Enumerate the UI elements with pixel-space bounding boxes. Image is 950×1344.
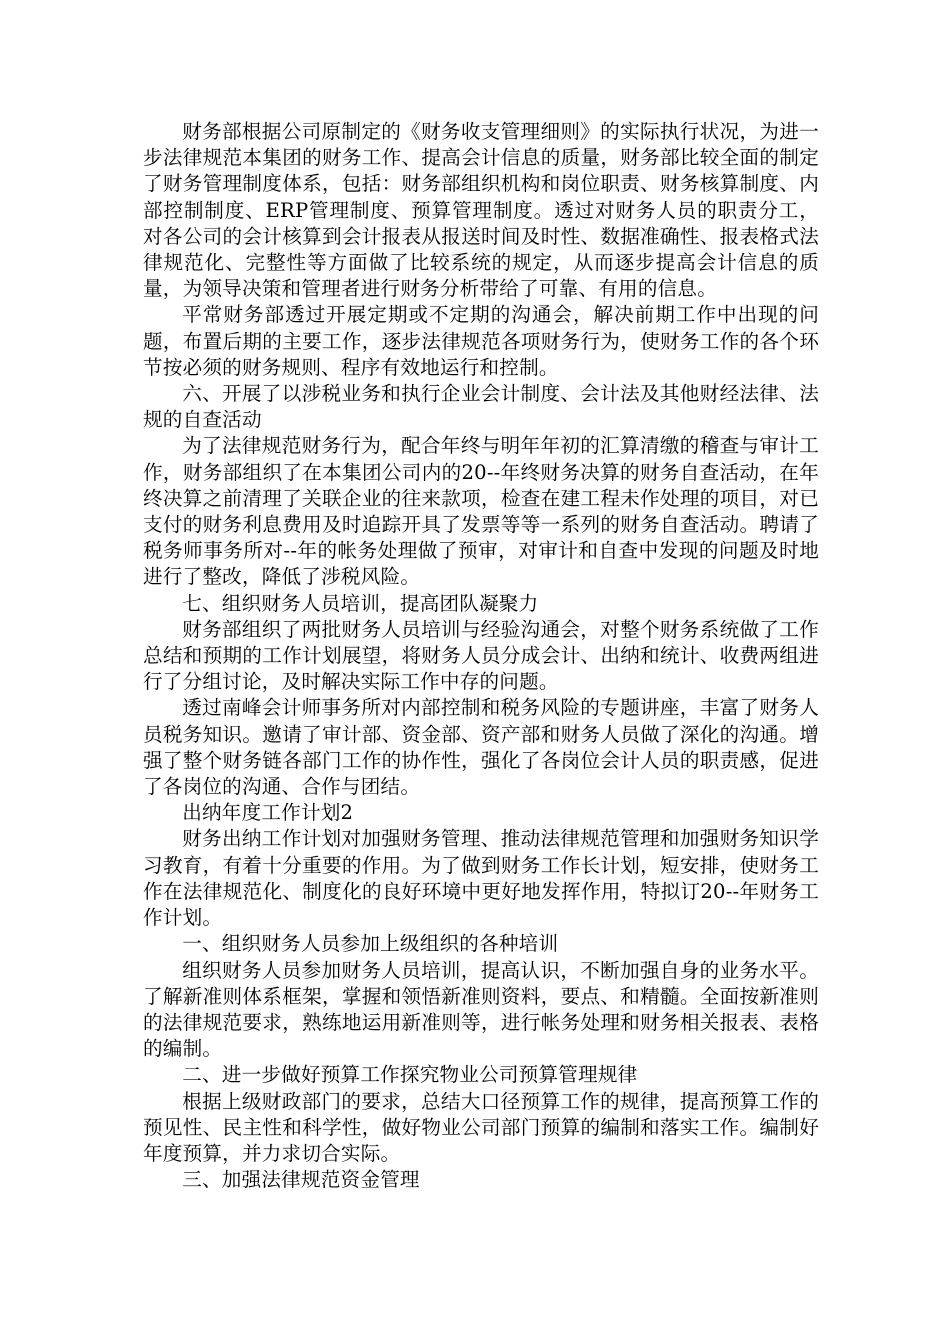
- heading-plan-2: 出纳年度工作计划2: [182, 801, 354, 825]
- heading-item-three: 三、加强法律规范资金管理: [182, 1168, 420, 1192]
- heading-item-two: 二、进一步做好预算工作探究物业公司预算管理规律: [182, 1063, 638, 1087]
- paragraph-self-inspection: 为了法律规范财务行为，配合年终与明年年初的汇算清缴的稽查与审计工作，财务部组织了在本集团公司内的20--年终财务决算的财务自查活动，在年终决算之前清理了关联企业的往来款项，检查在建工程未作处理的项目，对已支付的财务利息费用及时追踪开具了发票等等一系列的财务自查活动。聘请了税务师事务所对--年的帐务处理做了预审，对审计和自查中发现的问题及时地进行了整改，降低了涉税风险。: [143, 434, 819, 589]
- heading-section-six: 六、开展了以涉税业务和执行企业会计制度、会计法及其他财经法律、法规的自查活动: [143, 382, 819, 432]
- paragraph-financial-rules: 财务部根据公司原制定的《财务收支管理细则》的实际执行状况，为进一步法律规范本集团的财务工作、提高会计信息的质量，财务部比较全面的制定了财务管理制度体系，包括：财务部组织机构和岗位职责、财务核算制度、内部控制制度、ERP管理制度、预算管理制度。透过对财务人员的职责分工，对各公司的会计核算到会计报表从报送时间及时性、数据准确性、报表格式法律规范化、完整性等方面做了比较系统的规定，从而逐步提高会计信息的质量，为领导决策和管理者进行财务分析带给了可靠、有用的信息。: [143, 120, 819, 301]
- paragraph-lectures: 透过南峰会计师事务所对内部控制和税务风险的专题讲座，丰富了财务人员税务知识。邀请了审计部、资金部、资产部和财务人员做了深化的沟通。增强了整个财务链各部门工作的协作性，强化了各岗位会计人员的职责感，促进了各岗位的沟通、合作与团结。: [143, 696, 819, 799]
- paragraph-item-two: 根据上级财政部门的要求，总结大口径预算工作的规律，提高预算工作的预见性、民主性和科学性，做好物业公司部门预算的编制和落实工作。编制好年度预算，并力求切合实际。: [143, 1089, 819, 1165]
- paragraph-staff-training: 财务部组织了两批财务人员培训与经验沟通会，对整个财务系统做了工作总结和预期的工作计划展望，将财务人员分成会计、出纳和统计、收费两组进行了分组讨论，及时解决实际工作中存的问题。: [143, 617, 819, 694]
- paragraph-item-one: 组织财务人员参加财务人员培训，提高认识，不断加强自身的业务水平。了解新准则体系框架，掌握和领悟新准则资料，要点、和精髓。全面按新准则的法律规范要求，熟练地运用新准则等，进行帐务处理和财务相关报表、表格的编制。: [143, 958, 819, 1061]
- heading-item-one: 一、组织财务人员参加上级组织的各种培训: [182, 932, 559, 956]
- document-body: [143, 119, 819, 1193]
- heading-section-seven: 七、组织财务人员培训，提高团队凝聚力: [182, 591, 539, 615]
- paragraph-communication-meetings: 平常财务部透过开展定期或不定期的沟通会，解决前期工作中出现的问题，布置后期的主要工作，逐步法律规范各项财务行为，使财务工作的各个环节按必须的财务规则、程序有效地运行和控制。: [143, 303, 819, 379]
- paragraph-plan-intro: 财务出纳工作计划对加强财务管理、推动法律规范管理和加强财务知识学习教育，有着十分重要的作用。为了做到财务工作长计划，短安排，使财务工作在法律规范化、制度化的良好环境中更好地发挥作用，特拟订20--年财务工作计划。: [143, 827, 819, 930]
